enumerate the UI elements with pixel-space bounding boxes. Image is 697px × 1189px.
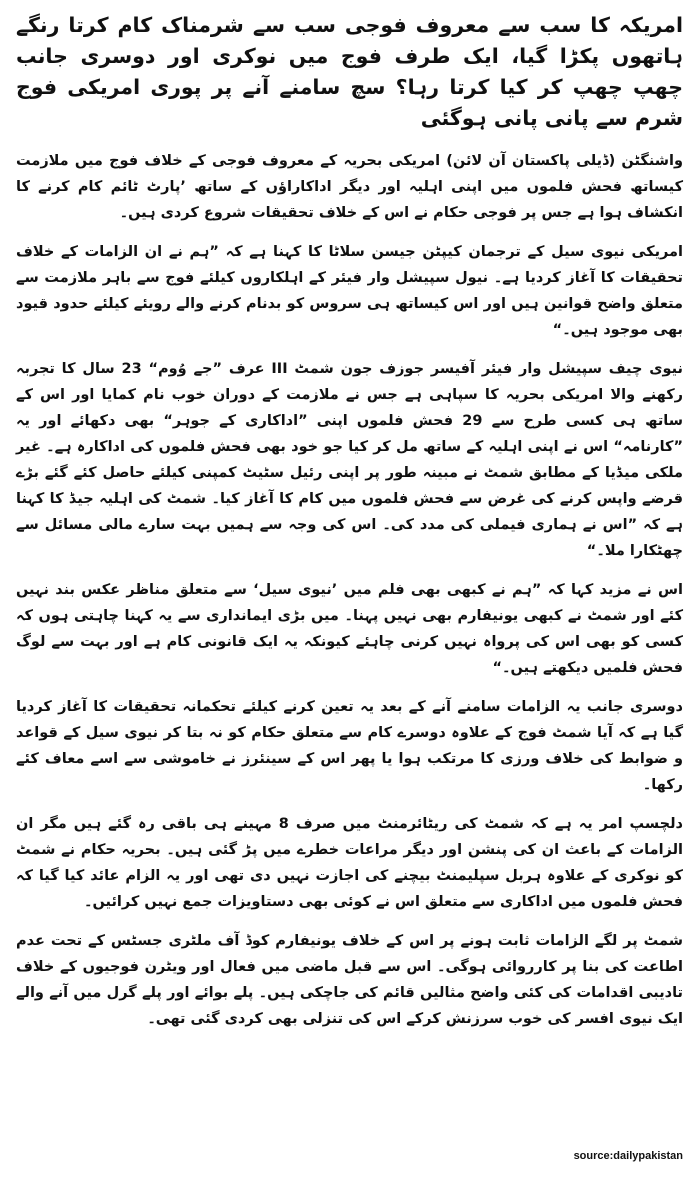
article-paragraph-7: شمٹ پر لگے الزامات ثابت ہونے پر اس کے خلاف یونیفارم کوڈ آف ملٹری جسٹس کے تحت عدم اطاعت کی بنا پر کارروائی ہوگی۔ اس سے قبل ماضی میں فعال اور ویٹرن فوجیوں کے خلاف تادیبی اقدامات کی کئی واضح مثالیں قائم کی جاچکی ہیں۔ پلے بوائے اور پلے گرل میں آنے والے ایک نیوی افسر کی خوب سرزنش کرکے اس کی تنزلی بھی کردی گئی تھی۔: [16, 933, 683, 1027]
article-paragraph-5: دوسری جانب یہ الزامات سامنے آنے کے بعد یہ تعین کرنے کیلئے تحکمانہ تحقیقات کا آغاز کردیا گیا ہے کہ آیا شمٹ فوج کے علاوہ دوسرے کام سے متعلق حکام کو نہ بتا کر نیوی سیل کے قواعد و ضوابط کی خلاف ورزی کا مرتکب ہوا یا پھر اس کے سینئرز نے خاموشی سے اسے معاف کئے رکھا۔: [16, 699, 683, 793]
source-credit: source:dailypakistan: [573, 1150, 683, 1162]
article-paragraph-6: دلچسپ امر یہ ہے کہ شمٹ کی ریٹائرمنٹ میں صرف 8 مہینے ہی باقی رہ گئے ہیں مگر ان الزامات کے باعث ان کی پنشن اور دیگر مراعات خطرے میں پڑ گئی ہیں۔ بحریہ حکام نے شمٹ کو نوکری کے علاوہ ہربل سپلیمنٹ بیچنے کی اجازت نہیں دی تھی اور یہ الزام عائد کیا گیا کہ فحش فلموں میں اداکاری سے متعلق اس نے کوئی بھی دستاویزات جمع نہیں کرائیں۔: [16, 816, 683, 910]
article-paragraph-1: واشنگٹن (ڈیلی پاکستان آن لائن) امریکی بحریہ کے معروف فوجی کے خلاف فوج میں ملازمت کیساتھ فحش فلموں میں اپنی اہلیہ اور دیگر اداکاراؤں کے ساتھ ’پارٹ ٹائم کام کرنے کا انکشاف ہوا ہے جس پر فوجی حکام نے اس کے خلاف تحقیقات شروع کردی ہیں۔: [16, 153, 683, 221]
article-paragraph-3: نیوی چیف سپیشل وار فیئر آفیسر جوزف جون شمٹ III عرف ”جے وُوم“ 23 سال کا تجربہ رکھنے والا امریکی بحریہ کا سپاہی ہے جس نے ملازمت کے دوران خوب نام کمایا اور اس کے ساتھ ہی کسی طرح سے 29 فحش فلموں اپنی ”اداکاری کے جوہر“ بھی دکھائے اور یہ ”کارنامہ“ اس نے اپنی اہلیہ کے ساتھ مل کر کیا جو خود بھی فحش فلموں کی اداکارہ ہے۔ غیر ملکی میڈیا کے مطابق شمٹ نے مبینہ طور پر اپنی رئیل سٹیٹ کمپنی کیلئے حاصل کئے گئے بڑے قرضے واپس کرنے کی غرض سے فحش فلموں میں کام کا آغاز کیا۔ شمٹ کی اہلیہ جیڈ کا کہنا ہے کہ ”اس نے ہماری فیملی کی مدد کی۔ اس کی وجہ سے ہمیں بہت سارے مالی مسائل سے چھٹکارا ملا۔“: [16, 361, 683, 559]
article-paragraph-2: امریکی نیوی سیل کے ترجمان کیپٹن جیسن سلاٹا کا کہنا ہے کہ ”ہم نے ان الزامات کے خلاف تحقیقات کا آغاز کردیا ہے۔ نیول سپیشل وار فیئر کے اہلکاروں کیلئے فوج سے باہر ملازمت سے متعلق واضح قوانین ہیں اور اس کیساتھ ہی سروس کو بدنام کرنے والے رویئے کیلئے حدود قیود بھی موجود ہیں۔“: [16, 244, 683, 338]
article-headline: امریکہ کا سب سے معروف فوجی سب سے شرمناک کام کرتا رنگے ہاتھوں پکڑا گیا، ایک طرف فوج میں نوکری اور دوسری جانب چھپ چھپ کر کیا کرتا رہا؟ سچ سامنے آنے پر پوری امریکی فوج شرم سے پانی پانی ہوگئی: [16, 13, 683, 130]
article-paragraph-4: اس نے مزید کہا کہ ”ہم نے کبھی بھی فلم میں ’نیوی سیل‘ سے متعلق مناظر عکس بند نہیں کئے اور شمٹ نے کبھی یونیفارم بھی نہیں پہنا۔ میں بڑی ایمانداری سے یہ کہنا چاہتی ہوں کہ کسی کو بھی اس کی پرواہ نہیں کرنی چاہئے کیونکہ یہ ایک قانونی کام ہے اور بہت سے لوگ فحش فلمیں دیکھتے ہیں۔“: [16, 582, 683, 676]
